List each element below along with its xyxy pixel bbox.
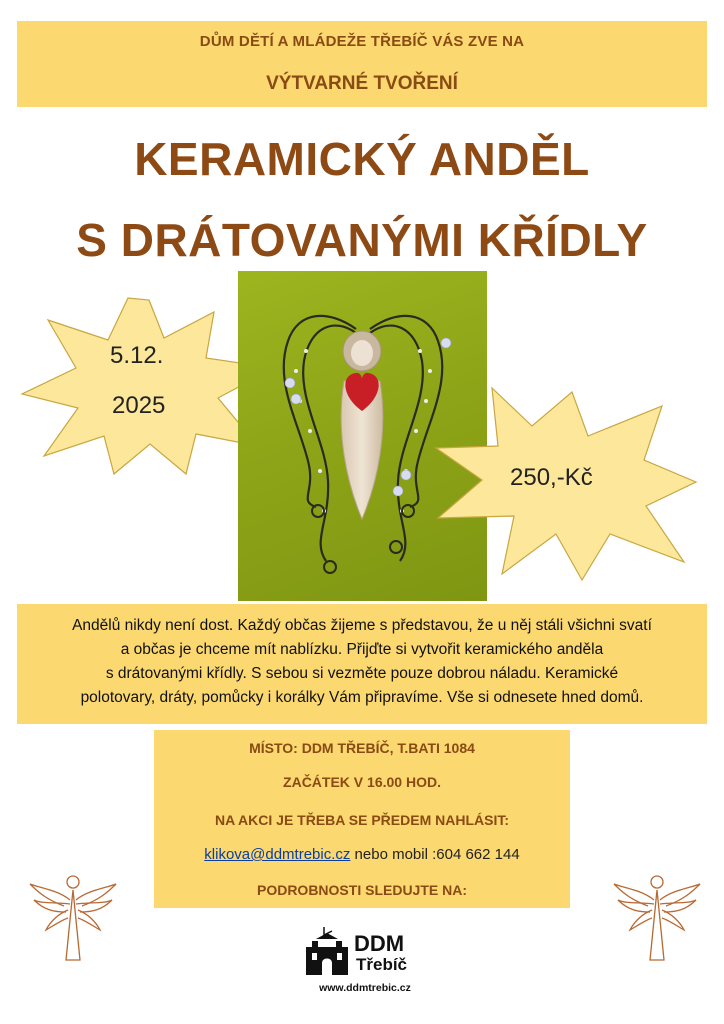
description-line: s drátovanými křídly. S sebou si vezměte pouze dobrou náladu. Keramické bbox=[105, 665, 619, 682]
invite-text: DŮM DĚTÍ A MLÁDEŽE TŘEBÍČ VÁS ZVE NA bbox=[199, 33, 525, 50]
details-label: PODROBNOSTI SLEDUJTE NA: bbox=[256, 882, 467, 898]
description-line: polotovary, dráty, pomůcky i korálky Vám připravíme. Vše si odnesete hned domů. bbox=[80, 689, 644, 706]
angel-outline-icon bbox=[612, 870, 702, 975]
ddm-logo bbox=[300, 925, 430, 995]
description-line: a občas je chceme mít nablízku. Přijďte si vytvořit keramického anděla bbox=[120, 641, 604, 658]
phone-text: nebo mobil :604 662 144 bbox=[350, 846, 520, 863]
event-place: MÍSTO: DDM TŘEBÍČ, T.BATI 1084 bbox=[249, 740, 475, 756]
event-title-line2: S DRÁTOVANÝMI KŘÍDLY bbox=[76, 214, 648, 266]
event-date-year: 2025 bbox=[112, 392, 166, 419]
angel-outline-icon bbox=[28, 870, 118, 975]
logo-name: DDM bbox=[354, 931, 405, 956]
event-start-time: ZAČÁTEK V 16.00 HOD. bbox=[283, 774, 441, 790]
workshop-type: VÝTVARNÉ TVOŘENÍ bbox=[266, 73, 458, 94]
info-box bbox=[154, 730, 570, 908]
website-link[interactable]: www.ddmtrebic.cz bbox=[319, 982, 411, 994]
registration-note: NA AKCI JE TŘEBA SE PŘEDEM NAHLÁSIT: bbox=[214, 812, 510, 828]
description-line: Andělů nikdy není dost. Každý občas žijeme s představou, že u něj stáli všichni svatí bbox=[72, 617, 652, 634]
price-star bbox=[432, 384, 700, 584]
event-title-line1: KERAMICKÝ ANDĚL bbox=[134, 133, 590, 185]
castle-logo-icon bbox=[302, 925, 352, 977]
email-link[interactable]: klikova@ddmtrebic.cz bbox=[204, 846, 351, 863]
logo-city: Třebíč bbox=[356, 955, 408, 974]
contact-line bbox=[154, 846, 570, 863]
event-price: 250,-Kč bbox=[510, 464, 593, 491]
description-box bbox=[17, 604, 707, 724]
top-banner bbox=[17, 21, 707, 107]
event-date-day: 5.12. bbox=[110, 342, 164, 369]
